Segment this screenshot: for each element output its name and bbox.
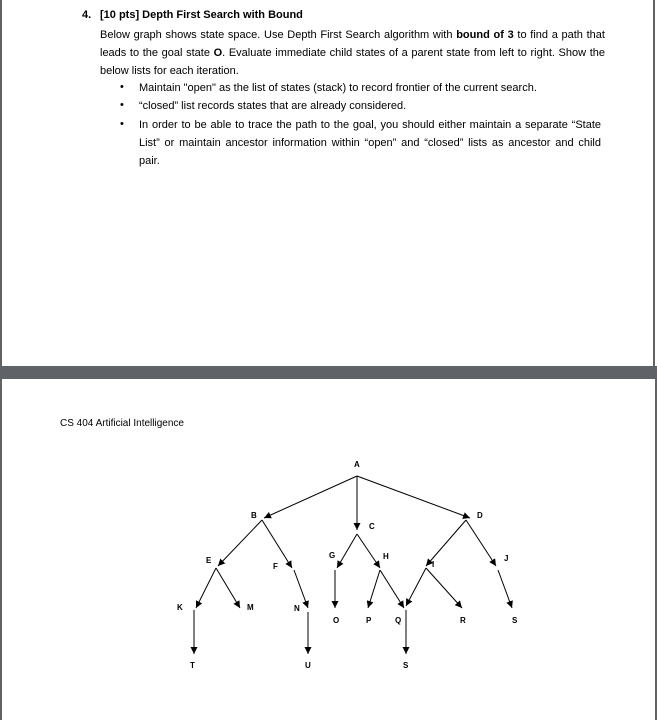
- edge-f-n: [294, 570, 308, 608]
- node-a: A: [354, 460, 360, 469]
- edge-b-e: [218, 520, 262, 566]
- question-number: 4.: [82, 9, 92, 21]
- state-space-graph: [0, 440, 657, 680]
- bullet-closed-list: “closed” list records states that are already considered.: [139, 100, 407, 112]
- edge-e-k: [196, 568, 216, 608]
- edge-j-s: [498, 570, 512, 608]
- edge-a-d: [357, 476, 470, 518]
- node-h: H: [383, 552, 389, 561]
- node-o: O: [333, 616, 340, 625]
- node-i: I: [432, 560, 435, 569]
- node-b: B: [251, 511, 257, 520]
- node-t: T: [190, 661, 195, 670]
- bullet-marker: •: [120, 81, 124, 93]
- page-divider: [0, 366, 657, 379]
- edge-c-g: [337, 534, 357, 568]
- edge-i-q: [406, 568, 426, 606]
- node-c: C: [369, 522, 375, 531]
- question-title: [10 pts] Depth First Search with Bound: [100, 9, 303, 21]
- node-k: K: [177, 603, 183, 612]
- node-e: E: [206, 556, 212, 565]
- course-header: CS 404 Artificial Intelligence: [60, 418, 184, 429]
- edge-h-p: [368, 570, 380, 608]
- bullet-trace-path: In order to be able to trace the path to the goal, you should either maintain a separate “State List” or maintain ancestor information within “open” and “closed” lists as ancestor and child pair.: [139, 119, 601, 167]
- edge-h-q: [380, 570, 404, 608]
- node-q: Q: [395, 616, 402, 625]
- node-d: D: [477, 511, 483, 520]
- bullet-marker: •: [120, 99, 124, 111]
- node-m: M: [247, 603, 254, 612]
- node-j: J: [504, 554, 509, 563]
- node-n: N: [294, 604, 300, 613]
- node-s-right: S: [512, 616, 518, 625]
- node-s-bottom: S: [403, 661, 409, 670]
- edge-e-m: [216, 568, 240, 608]
- edge-a-b: [264, 476, 357, 518]
- node-f: F: [273, 562, 278, 571]
- bullet-open-list: Maintain "open" as the list of states (stack) to record frontier of the current search.: [139, 82, 537, 94]
- node-r: R: [460, 616, 466, 625]
- edge-i-r: [426, 568, 462, 608]
- edge-b-f: [262, 520, 292, 568]
- edge-d-j: [466, 520, 496, 566]
- node-g: G: [329, 551, 336, 560]
- node-p: P: [366, 616, 372, 625]
- node-u: U: [305, 661, 311, 670]
- bullet-marker: •: [120, 118, 124, 130]
- edge-c-h: [357, 534, 380, 568]
- question-intro: Below graph shows state space. Use Depth First Search algorithm with bound of 3 to find a path that leads to the goal state O. Evaluate immediate child states of a parent state from left to right. Show the below lists for each iteration.: [100, 29, 606, 77]
